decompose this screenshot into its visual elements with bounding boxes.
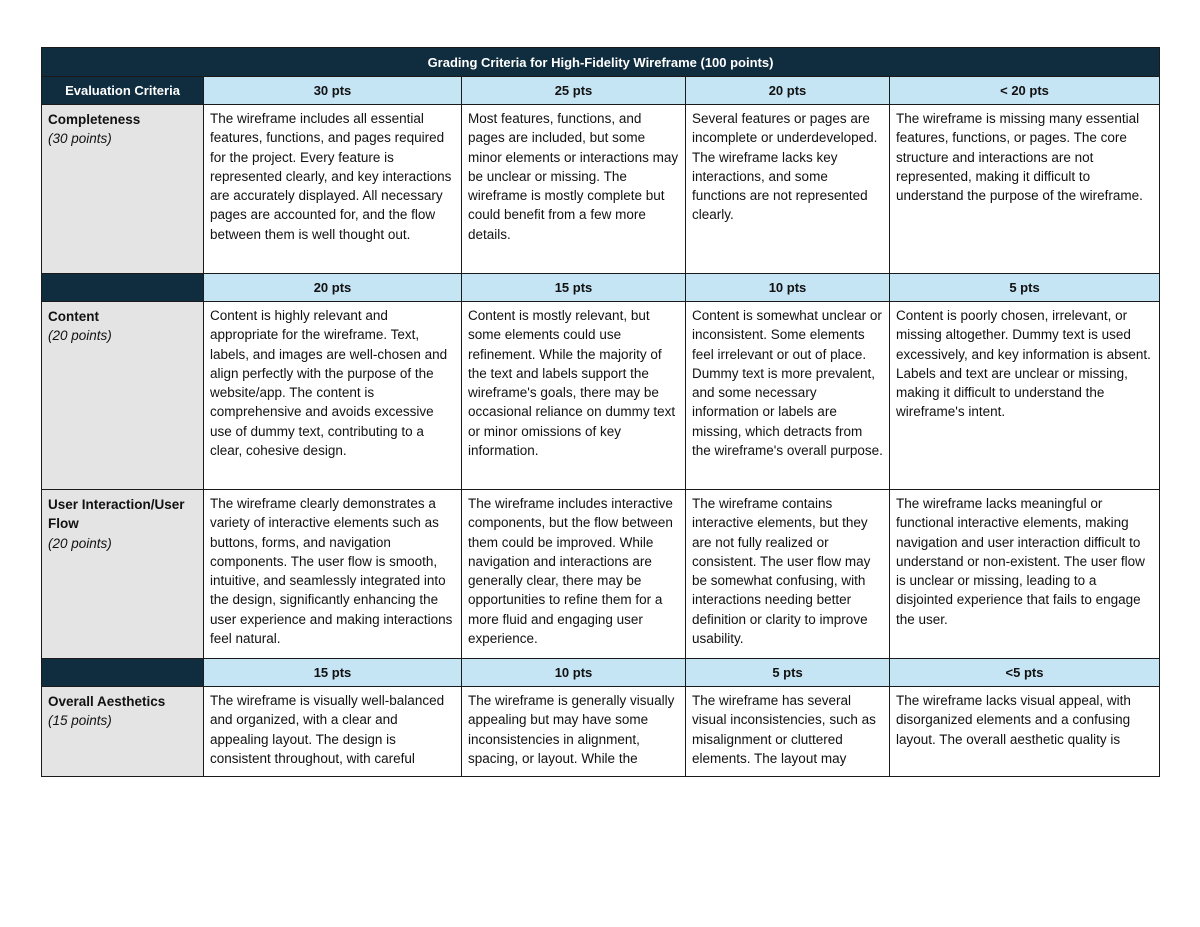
criterion-name: Completeness <box>48 112 141 127</box>
band-header: 10 pts <box>686 274 890 302</box>
criterion-points: (20 points) <box>48 328 112 344</box>
criterion-points: (15 points) <box>48 713 112 729</box>
band-header: 30 pts <box>204 77 462 105</box>
description-cell: The wireframe includes interactive components, but the flow between them could be improved. While navigation and interactions are generally clear, there may be opportunities to refine them for a more fluid and engaging user experience. <box>462 490 686 659</box>
band-header: 10 pts <box>462 659 686 687</box>
description-cell <box>462 687 686 777</box>
description-cell: The wireframe is missing many essential features, functions, or pages. The core structure and interactions are not represented, making it difficult to understand the purpose of the wireframe. <box>890 105 1160 274</box>
description-cell: Several features or pages are incomplete or underdeveloped. The wireframe lacks key interactions, and some functions are not represented clearly. <box>686 105 890 274</box>
band-row-spacer <box>42 274 204 302</box>
band-row-content <box>42 274 1160 302</box>
band-header: 5 pts <box>686 659 890 687</box>
criterion-cell <box>42 302 204 490</box>
rubric-title: Grading Criteria for High-Fidelity Wireframe (100 points) <box>42 48 1160 77</box>
band-row-spacer <box>42 659 204 687</box>
description-cell: The wireframe clearly demonstrates a variety of interactive elements such as buttons, forms, and navigation components. The user flow is smooth, intuitive, and seamlessly integrated into the design, significantly enhancing the user experience and making interactions feel natural. <box>204 490 462 659</box>
band-header: 5 pts <box>890 274 1160 302</box>
criterion-row-user-interaction <box>42 490 1160 659</box>
description-cell <box>890 687 1160 777</box>
description-cell <box>686 687 890 777</box>
criterion-cell <box>42 105 204 274</box>
description-cell: Content is somewhat unclear or inconsistent. Some elements feel irrelevant or out of place. Dummy text is more prevalent, and some necessary information or labels are missing, which detracts from the wireframe's overall purpose. <box>686 302 890 490</box>
criterion-points: (30 points) <box>48 131 112 147</box>
band-header: < 20 pts <box>890 77 1160 105</box>
band-header: 20 pts <box>686 77 890 105</box>
description-cell: Content is poorly chosen, irrelevant, or missing altogether. Dummy text is used excessively, and key information is absent. Labels and text are unclear or missing, making it difficult to understand the wireframe's intent. <box>890 302 1160 490</box>
description-text: The wireframe is generally visually appealing but may have some inconsistencies in alignment, spacing, or layout. While the <box>468 693 675 766</box>
band-header: 15 pts <box>462 274 686 302</box>
criterion-row-content <box>42 302 1160 490</box>
description-cell: Content is highly relevant and appropriate for the wireframe. Text, labels, and images are well-chosen and align perfectly with the purpose of the website/app. The content is comprehensive and avoids excessive use of dummy text, contributing to a clear, cohesive design. <box>204 302 462 490</box>
description-text: The wireframe lacks visual appeal, with disorganized elements and a confusing layout. The overall aesthetic quality is <box>896 693 1131 747</box>
criterion-cell <box>42 687 204 777</box>
criterion-name: Content <box>48 309 99 324</box>
description-cell: The wireframe contains interactive elements, but they are not fully realized or consistent. The user flow may be somewhat confusing, with interactions needing better definition or clarity to improve usability. <box>686 490 890 659</box>
band-header: 20 pts <box>204 274 462 302</box>
description-cell: Most features, functions, and pages are included, but some minor elements or interactions may be unclear or missing. The wireframe is mostly complete but could benefit from a few more details. <box>462 105 686 274</box>
description-cell <box>204 687 462 777</box>
criterion-row-aesthetics <box>42 687 1160 777</box>
criterion-points: (20 points) <box>48 535 112 551</box>
criterion-name: User Interaction/User Flow <box>48 497 185 532</box>
description-text: The wireframe is visually well-balanced and organized, with a clear and appealing layout. The design is consistent throughout, with careful <box>210 693 445 766</box>
description-cell: The wireframe lacks meaningful or functional interactive elements, making navigation and user interaction difficult to understand or non-existent. The user flow is unclear or missing, leading to a disjointed experience that fails to engage the user. <box>890 490 1160 659</box>
description-cell: Content is mostly relevant, but some elements could use refinement. While the majority of the text and labels support the wireframe's goals, there may be occasional reliance on dummy text or minor omissions of key information. <box>462 302 686 490</box>
criterion-row-completeness <box>42 105 1160 274</box>
grading-rubric-table <box>41 47 1160 777</box>
criterion-cell <box>42 490 204 659</box>
band-header: <5 pts <box>890 659 1160 687</box>
band-row-aesthetics <box>42 659 1160 687</box>
band-row-completeness <box>42 77 1160 105</box>
description-text: The wireframe has several visual inconsistencies, such as misalignment or cluttered elements. The layout may <box>692 693 876 766</box>
description-cell: The wireframe includes all essential features, functions, and pages required for the project. Every feature is represented clearly, and key interactions are accurately displayed. All necessary pages are accounted for, and the flow between them is well thought out. <box>204 105 462 274</box>
rubric-title-row <box>42 48 1160 77</box>
band-header: 25 pts <box>462 77 686 105</box>
evaluation-criteria-header: Evaluation Criteria <box>42 77 204 105</box>
criterion-name: Overall Aesthetics <box>48 694 166 709</box>
band-header: 15 pts <box>204 659 462 687</box>
